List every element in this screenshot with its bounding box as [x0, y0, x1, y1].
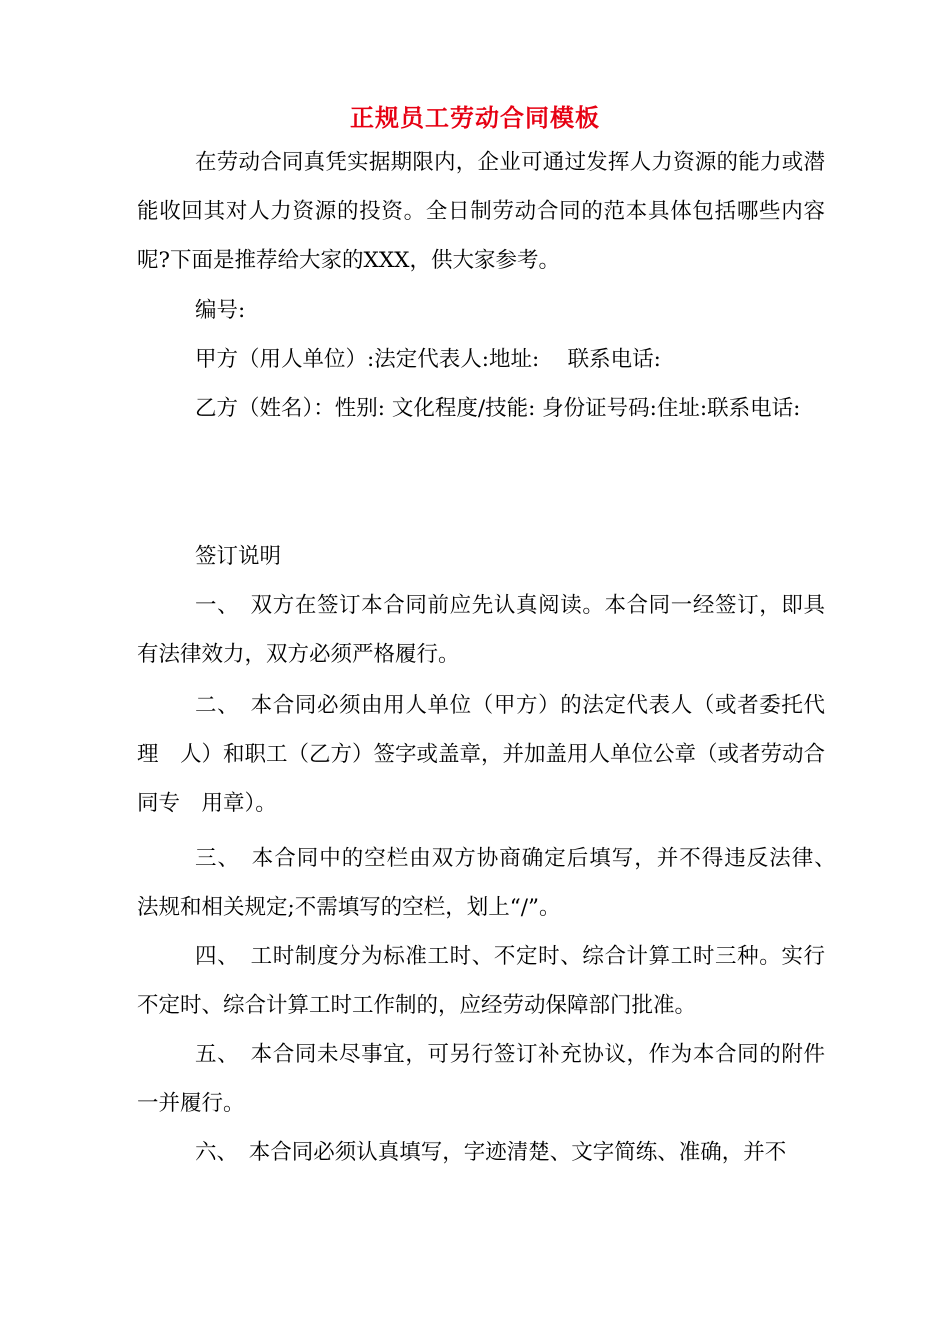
document-title: 正规员工劳动合同模板	[350, 103, 600, 132]
party-b-info: 乙方（姓名）：性别: 文化程度/技能: 身份证号码:住址:联系电话:	[195, 396, 801, 421]
intro-paragraph: 在劳动合同真凭实据期限内，企业可通过发挥人力资源的能力或潜能收回其对人力资源的投资。全日制劳动合同的范本具体包括哪些内容呢?下面是推荐给大家的XXX，供大家参考。	[137, 150, 825, 273]
instruction-item-1: 一、 双方在签订本合同前应先认真阅读。本合同一经签订，即具有法律效力，双方必须严格履行。	[137, 593, 825, 667]
serial-number-field: 编号:	[195, 298, 246, 323]
party-a-info: 甲方（用人单位）:法定代表人:地址: 联系电话:	[195, 347, 661, 372]
instruction-item-6: 六、 本合同必须认真填写，字迹清楚、文字简练、准确，并不	[195, 1140, 787, 1165]
instructions-heading: 签订说明	[195, 544, 282, 569]
instruction-item-4: 四、 工时制度分为标准工时、不定时、综合计算工时三种。实行不定时、综合计算工时工作制的，应经劳动保障部门批准。	[137, 944, 825, 1018]
instruction-item-3: 三、 本合同中的空栏由双方协商确定后填写，并不得违反法律、 法规和相关规定;不需填写的空栏，划上“/”。	[137, 846, 847, 920]
instruction-item-2: 二、 本合同必须由用人单位（甲方）的法定代表人（或者委托代理 人）和职工（乙方）签字或盖章，并加盖用人单位公章（或者劳动合同专 用章）。	[137, 693, 826, 816]
instruction-item-5: 五、 本合同未尽事宜，可另行签订补充协议，作为本合同的附件一并履行。	[137, 1042, 825, 1116]
